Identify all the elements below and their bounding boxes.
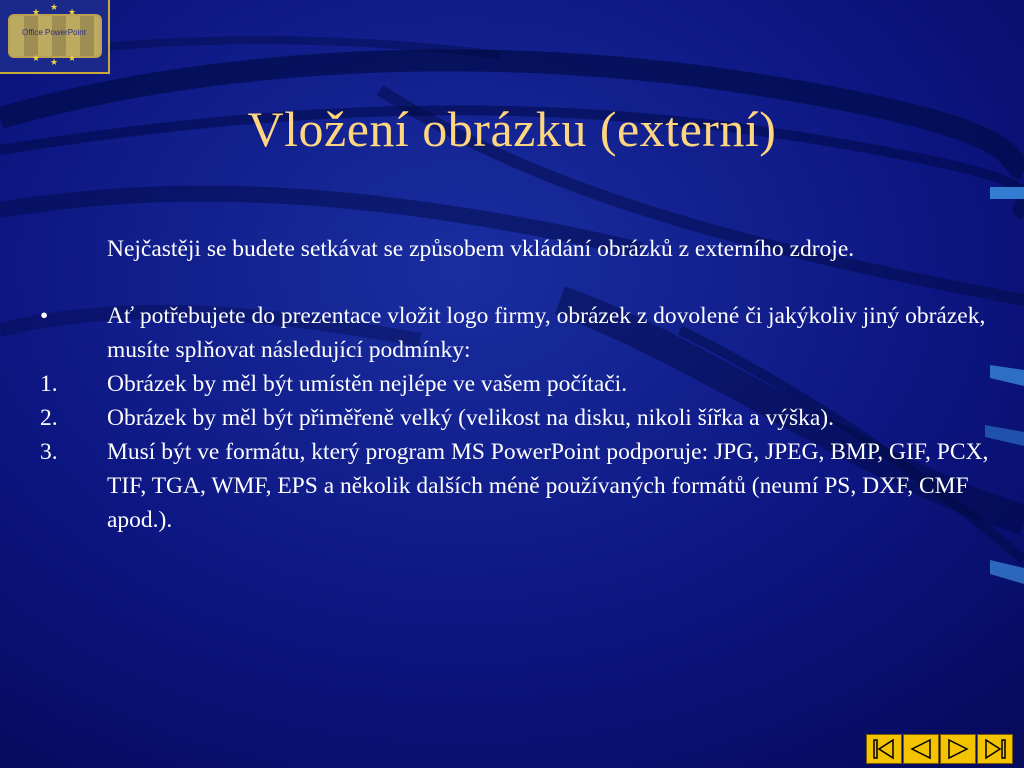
star-icon: ★: [68, 7, 77, 17]
logo-text: Office PowerPoint: [22, 28, 86, 37]
previous-slide-button[interactable]: [903, 734, 939, 764]
slide-navigation: [866, 734, 1014, 766]
last-slide-button[interactable]: [977, 734, 1013, 764]
next-icon: [946, 738, 970, 760]
list-item-text: Obrázek by měl být umístěn nejlépe ve vašem počítači.: [107, 371, 628, 397]
list-item-number: 2.: [40, 405, 58, 431]
star-icon: ★: [50, 57, 59, 67]
star-icon: ★: [50, 2, 59, 12]
list-item-number: 3.: [40, 439, 58, 465]
intro-paragraph: [0, 232, 1000, 266]
first-slide-button[interactable]: [866, 734, 902, 764]
bullet-text: Ať potřebujete do prezentace vložit logo firmy, obrázek z dovolené či jakýkoliv jiný obrázek, musíte splňovat následující podmínky:: [107, 303, 986, 363]
star-icon: ★: [32, 53, 41, 63]
list-item: [0, 367, 1000, 401]
list-item-text: Musí být ve formátu, který program MS PowerPoint podporuje: JPG, JPEG, BMP, GIF, PCX, TIF, TGA, WMF, EPS a několik dalších méně používaných formátů (neumí PS, DXF, CMF apod.).: [107, 439, 989, 533]
first-icon: [872, 738, 896, 760]
slide-body: [0, 232, 1000, 537]
previous-icon: [909, 738, 933, 760]
intro-text: Nejčastěji se budete setkávat se způsobem vkládání obrázků z externího zdroje.: [107, 236, 855, 262]
list-item-text: Obrázek by měl být přiměřeně velký (velikost na disku, nikoli šířka a výška).: [107, 405, 835, 431]
next-slide-button[interactable]: [940, 734, 976, 764]
office-powerpoint-logo: [0, 0, 110, 74]
slide-title: Vložení obrázku (externí): [247, 101, 777, 157]
list-item: [0, 401, 1000, 435]
list-item: [0, 435, 1000, 537]
list-item-number: 1.: [40, 371, 58, 397]
last-icon: [983, 738, 1007, 760]
bullet-paragraph: [0, 299, 1000, 367]
star-icon: ★: [32, 7, 41, 17]
bullet-marker: •: [40, 303, 49, 329]
star-icon: ★: [68, 53, 77, 63]
